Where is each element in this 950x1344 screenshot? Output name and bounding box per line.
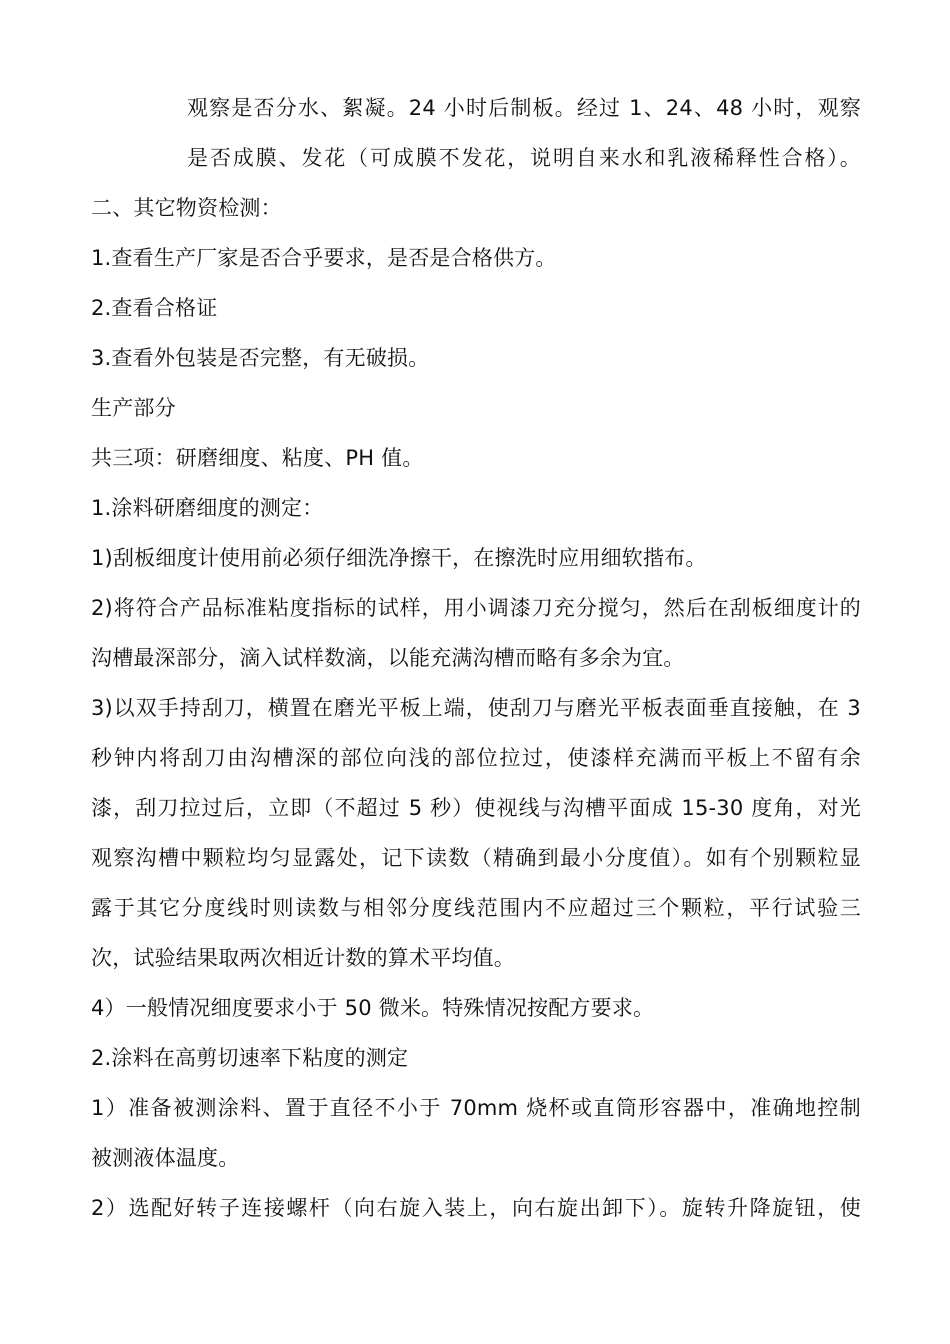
text-line: 沟槽最深部分，滴入试样数滴，以能充满沟槽而略有多余为宜。 (91, 646, 685, 670)
text-line: 观察沟槽中颗粒均匀显露处，记下读数（精确到最小分度值）。如有个别颗粒显 (91, 846, 861, 870)
text-line: 共三项：研磨细度、粘度、PH 值。 (91, 446, 424, 470)
text-line: 2.查看合格证 (91, 296, 218, 320)
subsection-heading: 1.涂料研磨细度的测定： (91, 496, 324, 520)
subsection-heading: 2.涂料在高剪切速率下粘度的测定 (91, 1046, 409, 1070)
text-line: 是否成膜、发花（可成膜不发花，说明自来水和乳液稀释性合格）。 (187, 146, 861, 170)
text-line: 秒钟内将刮刀由沟槽深的部位向浅的部位拉过，使漆样充满而平板上不留有余 (91, 746, 861, 770)
text-line: 漆，刮刀拉过后，立即（不超过 5 秒）使视线与沟槽平面成 15-30 度角，对光 (91, 796, 861, 820)
text-line: 2）选配好转子连接螺杆（向右旋入装上，向右旋出卸下）。旋转升降旋钮，使 (91, 1196, 861, 1220)
text-line: 3)以双手持刮刀，横置在磨光平板上端，使刮刀与磨光平板表面垂直接触，在 3 (91, 696, 861, 720)
text-line: 4）一般情况细度要求小于 50 微米。特殊情况按配方要求。 (91, 996, 655, 1020)
text-line: 1）准备被测涂料、置于直径不小于 70mm 烧杯或直筒形容器中，准确地控制 (91, 1096, 861, 1120)
text-line: 1.查看生产厂家是否合乎要求，是否是合格供方。 (91, 246, 557, 270)
text-line: 次，试验结果取两次相近计数的算术平均值。 (91, 946, 515, 970)
text-line: 2)将符合产品标准粘度指标的试样，用小调漆刀充分搅匀，然后在刮板细度计的 (91, 596, 861, 620)
text-line: 3.查看外包装是否完整，有无破损。 (91, 346, 430, 370)
section-heading: 生产部分 (91, 396, 176, 420)
text-line: 被测液体温度。 (91, 1146, 240, 1170)
text-line: 露于其它分度线时则读数与相邻分度线范围内不应超过三个颗粒，平行试验三 (91, 896, 861, 920)
text-line: 1)刮板细度计使用前必须仔细洗净擦干，在擦洗时应用细软揩布。 (91, 546, 707, 570)
text-line: 观察是否分水、絮凝。24 小时后制板。经过 1、24、48 小时，观察 (187, 96, 861, 120)
section-heading: 二、其它物资检测： (91, 196, 282, 220)
